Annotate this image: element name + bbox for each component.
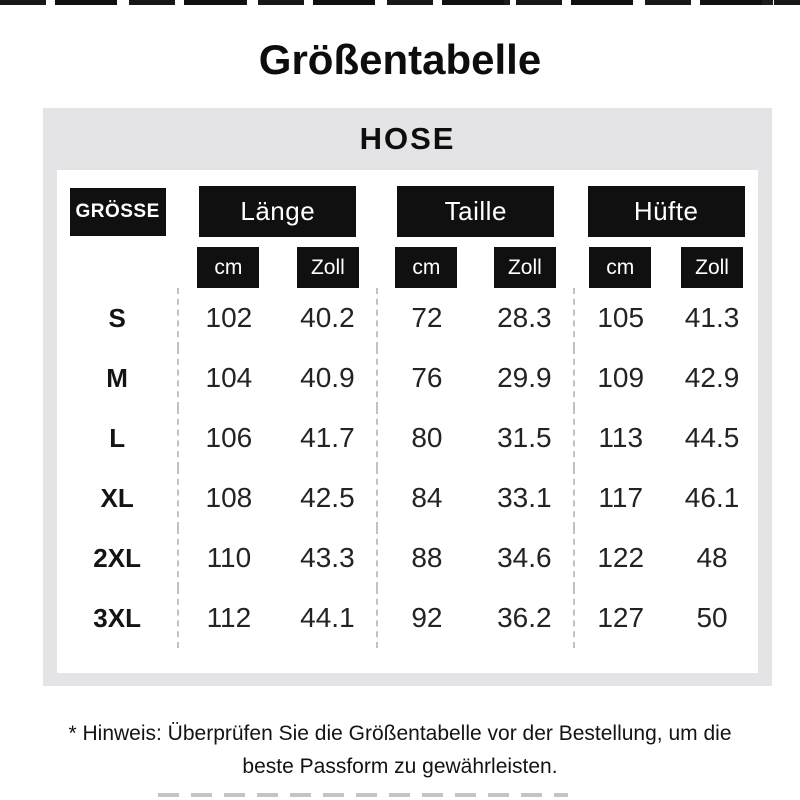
value-cell: 76	[377, 348, 475, 408]
taille-cm-header: cm	[395, 247, 457, 288]
empty-unit-cell	[57, 237, 178, 288]
taille-header-cell	[377, 186, 574, 237]
value-cell: 104	[178, 348, 278, 408]
value-cell: 41.7	[300, 422, 355, 453]
value-cell: 88	[377, 528, 475, 588]
huefte-cm-header-cell	[574, 237, 666, 288]
value-cell: 106	[178, 408, 278, 468]
value-cell: 31.5	[497, 422, 552, 453]
taille-zoll-header-cell	[475, 237, 574, 288]
note-line-2: beste Passform zu gewährleisten.	[242, 755, 558, 778]
table-row-2xl	[57, 528, 758, 588]
size-column-header-cell	[57, 186, 178, 237]
cropped-content-top-edge	[0, 0, 800, 5]
size-chart-body	[57, 170, 758, 673]
size-cell: 2XL	[93, 542, 141, 573]
laenge-zoll-header: Zoll	[297, 247, 359, 288]
table-row-3xl	[57, 588, 758, 648]
huefte-cm-header: cm	[589, 247, 651, 288]
size-cell: XL	[100, 482, 134, 513]
value-cell: 80	[377, 408, 475, 468]
value-cell: 102	[178, 288, 278, 348]
size-table	[57, 186, 758, 648]
value-cell: 40.9	[300, 362, 355, 393]
table-row-l	[57, 408, 758, 468]
laenge-cm-header: cm	[197, 247, 259, 288]
value-cell: 110	[178, 528, 278, 588]
huefte-zoll-header-cell	[666, 237, 758, 288]
value-cell: 117	[574, 468, 666, 528]
value-cell: 92	[377, 588, 475, 648]
value-cell: 113	[574, 408, 666, 468]
taille-zoll-header: Zoll	[494, 247, 556, 288]
size-cell: S	[108, 302, 126, 333]
value-cell: 84	[377, 468, 475, 528]
value-cell: 34.6	[497, 542, 552, 573]
value-cell: 41.3	[684, 302, 740, 333]
huefte-zoll-header: Zoll	[681, 247, 743, 288]
taille-cm-header-cell	[377, 237, 475, 288]
size-cell: M	[106, 362, 128, 393]
value-cell: 50	[696, 602, 728, 633]
size-note	[0, 717, 800, 783]
garment-type-heading: HOSE	[359, 121, 456, 156]
value-cell: 112	[178, 588, 278, 648]
value-cell: 48	[696, 542, 728, 573]
value-cell: 109	[574, 348, 666, 408]
value-cell: 72	[377, 288, 475, 348]
group-header-row	[57, 186, 758, 237]
value-cell: 122	[574, 528, 666, 588]
huefte-header-cell	[574, 186, 758, 237]
value-cell: 43.3	[300, 542, 355, 573]
value-cell: 108	[178, 468, 278, 528]
laenge-cm-header-cell	[178, 237, 278, 288]
size-column-header: GRÖSSE	[70, 188, 166, 236]
value-cell: 40.2	[300, 302, 355, 333]
value-cell: 36.2	[497, 602, 552, 633]
cropped-content-bottom-edge	[158, 793, 568, 797]
laenge-zoll-header-cell	[279, 237, 378, 288]
value-cell: 42.9	[684, 362, 740, 393]
note-line-1: * Hinweis: Überprüfen Sie die Größentabelle vor der Bestellung, um die	[68, 722, 732, 745]
table-row-s	[57, 288, 758, 348]
laenge-header-cell	[178, 186, 377, 237]
value-cell: 105	[574, 288, 666, 348]
size-chart-panel	[43, 108, 772, 686]
value-cell: 42.5	[300, 482, 355, 513]
page-title: Größentabelle	[258, 36, 542, 83]
taille-column-header: Taille	[397, 186, 554, 237]
unit-header-row	[57, 237, 758, 288]
value-cell: 44.1	[300, 602, 355, 633]
size-cell: L	[109, 422, 126, 453]
table-row-m	[57, 348, 758, 408]
value-cell: 33.1	[497, 482, 552, 513]
huefte-column-header: Hüfte	[588, 186, 745, 237]
table-row-xl	[57, 468, 758, 528]
size-cell: 3XL	[93, 602, 141, 633]
laenge-column-header: Länge	[199, 186, 356, 237]
value-cell: 29.9	[497, 362, 552, 393]
value-cell: 44.5	[684, 422, 740, 453]
value-cell: 28.3	[497, 302, 552, 333]
value-cell: 127	[574, 588, 666, 648]
value-cell: 46.1	[684, 482, 740, 513]
